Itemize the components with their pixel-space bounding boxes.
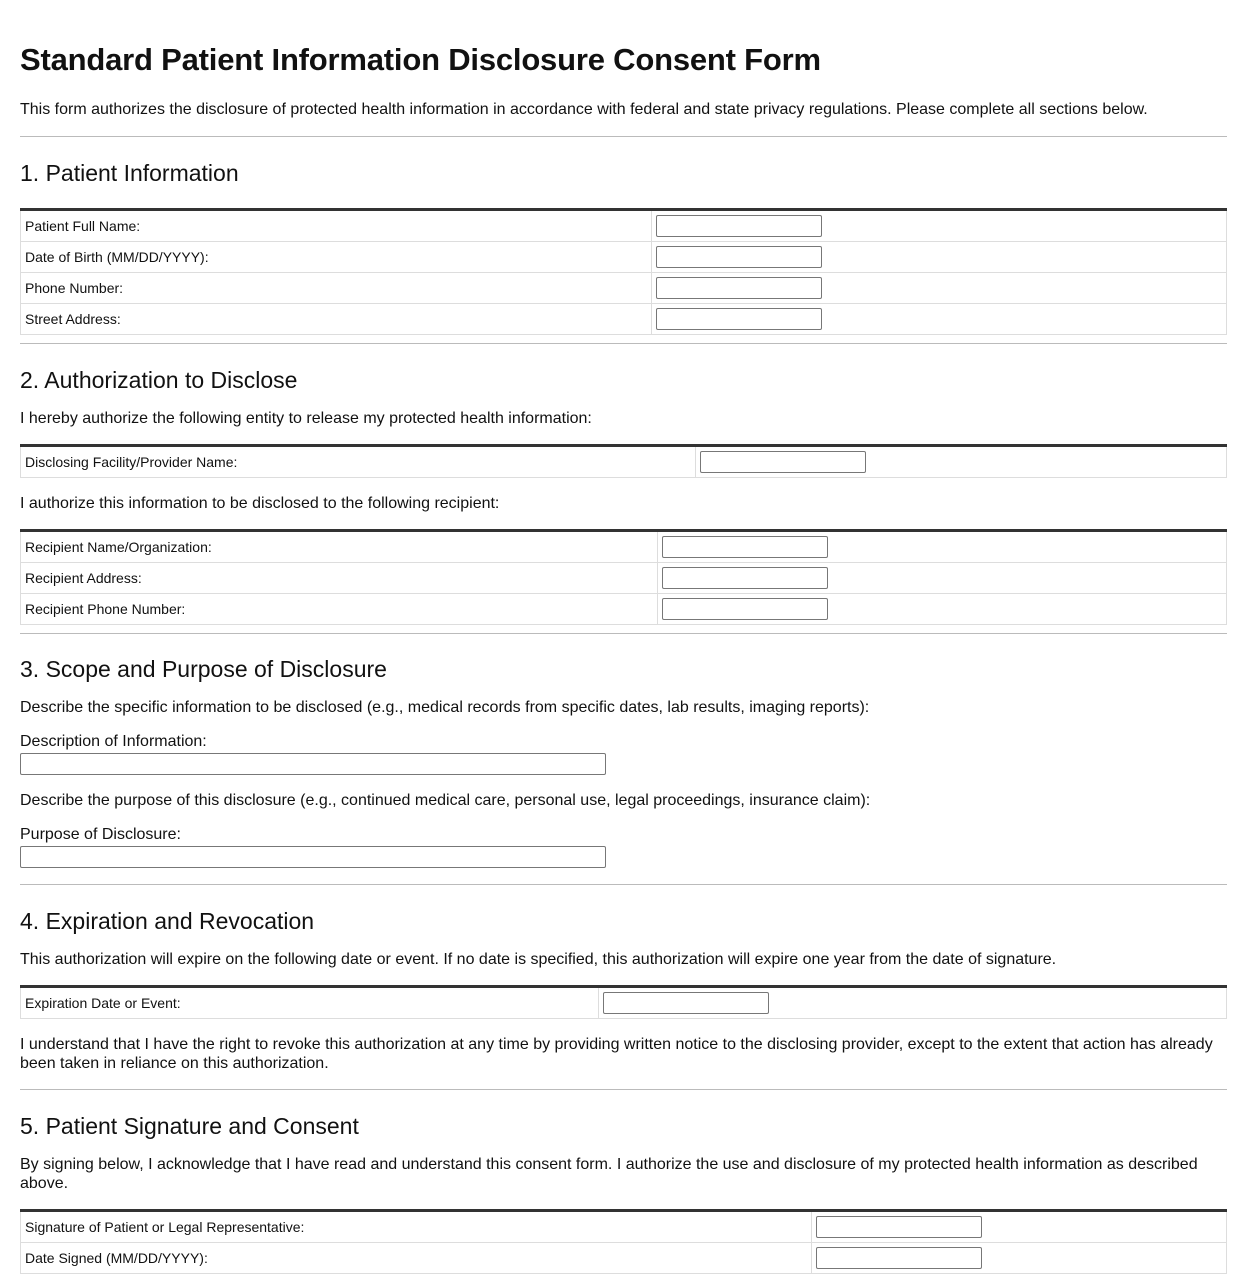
field-label: Street Address:	[21, 304, 652, 335]
field-label: Expiration Date or Event:	[21, 987, 599, 1019]
consent-text: By signing below, I acknowledge that I have read and understand this consent form. I authorize the use and disclosure of my protected health information as described above.	[20, 1156, 1198, 1192]
description-input[interactable]	[20, 753, 606, 775]
purpose-input[interactable]	[20, 846, 606, 868]
field-label: Disclosing Facility/Provider Name:	[21, 446, 696, 478]
divider	[20, 633, 1227, 634]
table-row	[21, 1243, 1227, 1274]
phone-number-input[interactable]	[656, 277, 822, 299]
recipient-text: I authorize this information to be disclosed to the following recipient:	[20, 495, 500, 512]
divider	[20, 1089, 1227, 1090]
divider	[20, 136, 1227, 137]
page-title: Standard Patient Information Disclosure Consent Form	[20, 42, 821, 77]
patient-full-name-input[interactable]	[656, 215, 822, 237]
section-heading-signature: 5. Patient Signature and Consent	[20, 1113, 359, 1139]
recipient-table	[20, 529, 1227, 625]
field-label: Patient Full Name:	[21, 210, 652, 242]
purpose-text: Describe the purpose of this disclosure (e.g., continued medical care, personal use, legal proceedings, insurance claim):	[20, 792, 871, 809]
section-heading-authorization: 2. Authorization to Disclose	[20, 367, 298, 393]
field-label: Phone Number:	[21, 273, 652, 304]
field-label: Date of Birth (MM/DD/YYYY):	[21, 242, 652, 273]
date-of-birth-input[interactable]	[656, 246, 822, 268]
signature-table	[20, 1209, 1227, 1274]
expiration-text: This authorization will expire on the following date or event. If no date is specified, this authorization will expire one year from the date of signature.	[20, 951, 1057, 968]
revocation-text: I understand that I have the right to revoke this authorization at any time by providing written notice to the disclosing provider, except to the extent that action has already been taken in reliance on this authorization.	[20, 1036, 1213, 1072]
table-row	[21, 446, 1227, 478]
recipient-address-input[interactable]	[662, 567, 828, 589]
table-row	[21, 242, 1227, 273]
divider	[20, 343, 1227, 344]
scope-text: Describe the specific information to be disclosed (e.g., medical records from specific dates, lab results, imaging reports):	[20, 699, 870, 716]
field-label: Signature of Patient or Legal Representative:	[21, 1211, 812, 1243]
patient-info-table	[20, 208, 1227, 335]
date-signed-input[interactable]	[816, 1247, 982, 1269]
field-label: Recipient Name/Organization:	[21, 531, 658, 563]
section-heading-scope: 3. Scope and Purpose of Disclosure	[20, 656, 387, 682]
field-label: Recipient Address:	[21, 563, 658, 594]
field-label: Recipient Phone Number:	[21, 594, 658, 625]
table-row	[21, 1211, 1227, 1243]
table-row	[21, 531, 1227, 563]
recipient-phone-input[interactable]	[662, 598, 828, 620]
divider	[20, 884, 1227, 885]
authorization-text: I hereby authorize the following entity to release my protected health information:	[20, 410, 592, 427]
provider-name-input[interactable]	[700, 451, 866, 473]
table-row	[21, 987, 1227, 1019]
provider-table	[20, 444, 1227, 478]
field-label: Date Signed (MM/DD/YYYY):	[21, 1243, 812, 1274]
description-label: Description of Information:	[20, 733, 207, 750]
table-row	[21, 594, 1227, 625]
street-address-input[interactable]	[656, 308, 822, 330]
signature-input[interactable]	[816, 1216, 982, 1238]
expiration-date-input[interactable]	[603, 992, 769, 1014]
table-row	[21, 210, 1227, 242]
intro-text: This form authorizes the disclosure of protected health information in accordance with federal and state privacy regulations. Please complete all sections below.	[20, 101, 1148, 118]
table-row	[21, 273, 1227, 304]
recipient-name-input[interactable]	[662, 536, 828, 558]
purpose-label: Purpose of Disclosure:	[20, 826, 181, 843]
section-heading-expiration: 4. Expiration and Revocation	[20, 908, 315, 934]
table-row	[21, 563, 1227, 594]
section-heading-patient-info: 1. Patient Information	[20, 160, 239, 186]
table-row	[21, 304, 1227, 335]
expiration-table	[20, 985, 1227, 1019]
